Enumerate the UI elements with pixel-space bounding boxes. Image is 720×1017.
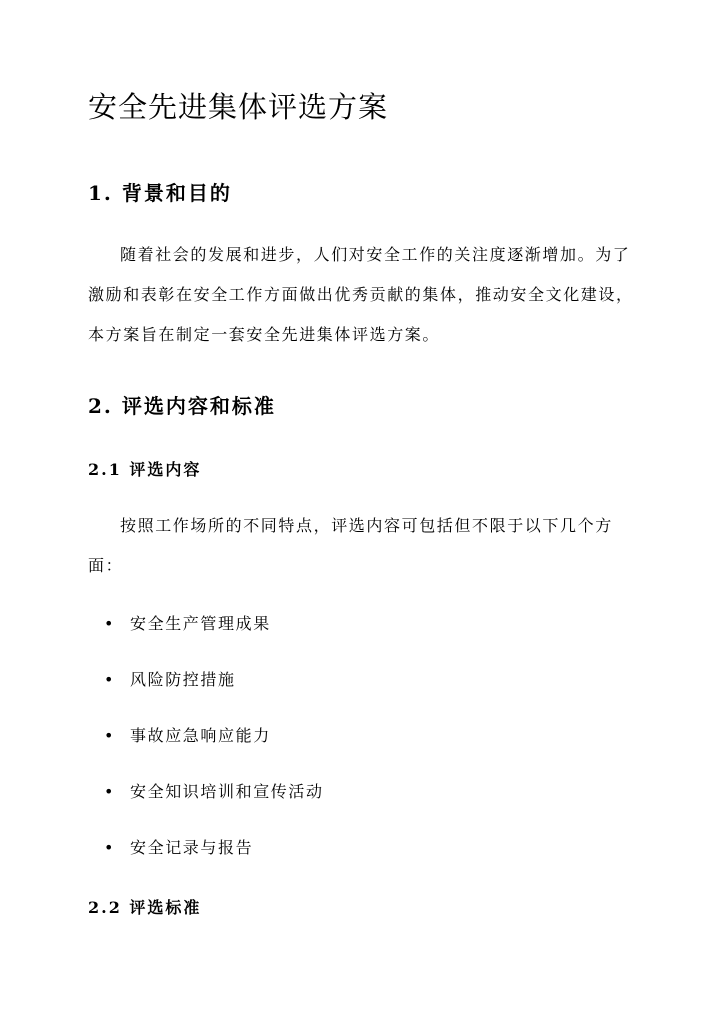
- subsection-heading-content: 2.1 评选内容: [88, 460, 202, 479]
- subsection-heading-criteria: 2.2 评选标准: [88, 898, 202, 917]
- list-item: [104, 720, 324, 776]
- document-title: 安全先进集体评选方案: [88, 90, 389, 124]
- section-heading-criteria: 2. 评选内容和标准: [88, 394, 276, 418]
- section-paragraph-background: 随着社会的发展和进步，人们对安全工作的关注度逐渐增加。为了激励和表彰在安全工作方面做出优秀贡献的集体，推动安全文化建设，本方案旨在制定一套安全先进集体评选方案。: [88, 245, 634, 344]
- list-item-label: 事故应急响应能力: [130, 726, 271, 745]
- list-item-label: 安全生产管理成果: [130, 614, 271, 633]
- list-item: [104, 776, 324, 832]
- list-item: [104, 664, 324, 720]
- bullet-icon: •: [104, 726, 116, 745]
- bullet-icon: •: [104, 782, 116, 801]
- list-item-label: 安全知识培训和宣传活动: [130, 782, 324, 801]
- section-heading-background: 1. 背景和目的: [88, 181, 232, 205]
- bullet-icon: •: [104, 614, 116, 633]
- list-item: [104, 608, 324, 664]
- subsection-paragraph-content: 按照工作场所的不同特点，评选内容可包括但不限于以下几个方面：: [88, 516, 613, 575]
- evaluation-content-list: [104, 608, 324, 888]
- list-item-label: 风险防控措施: [130, 670, 236, 689]
- list-item: [104, 832, 324, 888]
- bullet-icon: •: [104, 838, 116, 857]
- bullet-icon: •: [104, 670, 116, 689]
- list-item-label: 安全记录与报告: [130, 838, 254, 857]
